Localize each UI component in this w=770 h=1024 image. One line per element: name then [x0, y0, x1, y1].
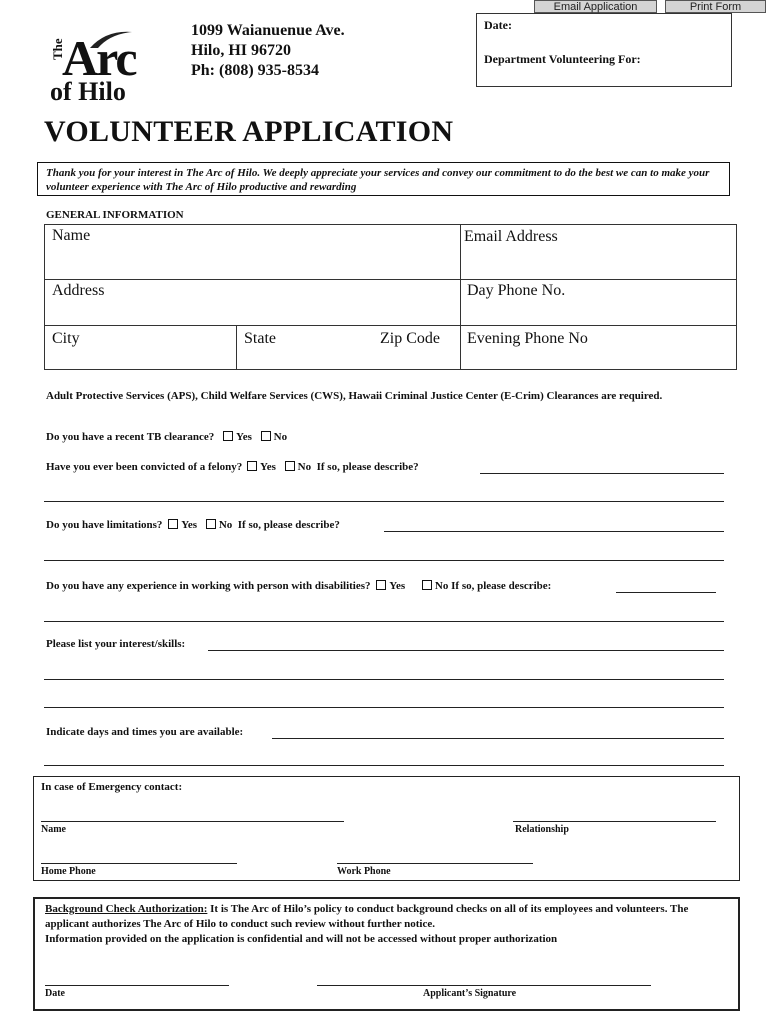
address-field[interactable]: Address — [52, 282, 105, 299]
print-form-button[interactable]: Print Form — [665, 0, 766, 13]
date-label: Date: — [484, 18, 512, 32]
experience-describe-line-2[interactable] — [44, 621, 724, 622]
interests-line-1[interactable] — [208, 650, 724, 651]
limitations-no-checkbox[interactable] — [206, 519, 216, 529]
day-phone-field[interactable]: Day Phone No. — [467, 282, 566, 299]
signature-label: Applicant’s Signature — [423, 988, 517, 999]
felony-describe-line-2[interactable] — [44, 501, 724, 502]
state-field[interactable]: State — [244, 330, 276, 347]
name-field[interactable]: Name — [52, 227, 91, 244]
background-check-text: Background Check Authorization: It is The Arc of Hilo’s policy to conduct background checks on all of its employees and volunteers. The applicant authorizes The Arc of Hilo to conduct such review without further notice. Information provided on the application is confidential and will not be accessed without proper authorization — [45, 903, 689, 945]
emergency-relationship-label: Relationship — [515, 824, 569, 835]
experience-no-checkbox[interactable] — [422, 580, 432, 590]
tb-question: Do you have a recent TB clearance? Yes No — [46, 431, 288, 443]
signature-line[interactable] — [317, 985, 651, 986]
emergency-home-phone-line[interactable] — [41, 863, 237, 864]
city-field[interactable]: City — [52, 330, 80, 347]
background-date-line[interactable] — [45, 985, 229, 986]
tb-no-checkbox[interactable] — [261, 431, 271, 441]
logo-the: The — [50, 38, 65, 60]
background-check-box — [33, 897, 740, 1011]
email-application-button[interactable]: Email Application — [534, 0, 657, 13]
interests-question: Please list your interest/skills: — [46, 638, 186, 650]
emergency-name-line[interactable] — [41, 821, 344, 822]
address-city: Hilo, HI 96720 — [191, 42, 292, 59]
emergency-name-label: Name — [41, 824, 66, 835]
emergency-work-phone-label: Work Phone — [337, 866, 391, 877]
experience-yes-checkbox[interactable] — [376, 580, 386, 590]
general-info-table — [44, 224, 737, 370]
availability-question: Indicate days and times you are available: — [46, 726, 244, 738]
limitations-yes-checkbox[interactable] — [168, 519, 178, 529]
department-label: Department Volunteering For: — [484, 52, 641, 66]
limitations-describe-line-2[interactable] — [44, 560, 724, 561]
emergency-work-phone-line[interactable] — [337, 863, 533, 864]
evening-phone-field[interactable]: Evening Phone No — [467, 330, 588, 347]
date-department-box — [476, 13, 732, 87]
emergency-relationship-line[interactable] — [513, 821, 716, 822]
experience-describe-line[interactable] — [616, 592, 716, 593]
interests-line-3[interactable] — [44, 707, 724, 708]
availability-line-1[interactable] — [272, 738, 724, 739]
clearances-note: Adult Protective Services (APS), Child Welfare Services (CWS), Hawaii Criminal Justice Center (E-Crim) Clearances are required. — [46, 390, 663, 402]
general-info-label: GENERAL INFORMATION — [46, 209, 184, 221]
page-title: VOLUNTEER APPLICATION — [44, 115, 454, 148]
logo-arc: Arc — [62, 30, 136, 86]
felony-question: Have you ever been convicted of a felony? Yes No If so, please describe? — [46, 461, 419, 473]
address-phone: Ph: (808) 935-8534 — [191, 62, 319, 79]
felony-no-checkbox[interactable] — [285, 461, 295, 471]
email-field[interactable]: Email Address — [464, 228, 558, 245]
emergency-contact-box — [33, 776, 740, 881]
zip-field[interactable]: Zip Code — [380, 330, 440, 347]
felony-describe-line[interactable] — [480, 473, 724, 474]
limitations-describe-line[interactable] — [384, 531, 724, 532]
availability-line-2[interactable] — [44, 765, 724, 766]
emergency-heading: In case of Emergency contact: — [41, 781, 183, 793]
felony-yes-checkbox[interactable] — [247, 461, 257, 471]
thanks-note: Thank you for your interest in The Arc of Hilo. We deeply appreciate your services and convey our commitment to do the best we can to make your volunteer experience with The Arc of Hilo productive and rewarding — [37, 162, 730, 196]
emergency-home-phone-label: Home Phone — [41, 866, 96, 877]
address-street: 1099 Waianuenue Ave. — [191, 22, 345, 39]
tb-yes-checkbox[interactable] — [223, 431, 233, 441]
logo-of-hilo: of Hilo — [50, 77, 126, 106]
interests-line-2[interactable] — [44, 679, 724, 680]
background-date-label: Date — [45, 988, 65, 999]
experience-question: Do you have any experience in working with person with disabilities? Yes No If so, please describe: — [46, 580, 552, 592]
limitations-question: Do you have limitations? Yes No If so, please describe? — [46, 519, 340, 531]
